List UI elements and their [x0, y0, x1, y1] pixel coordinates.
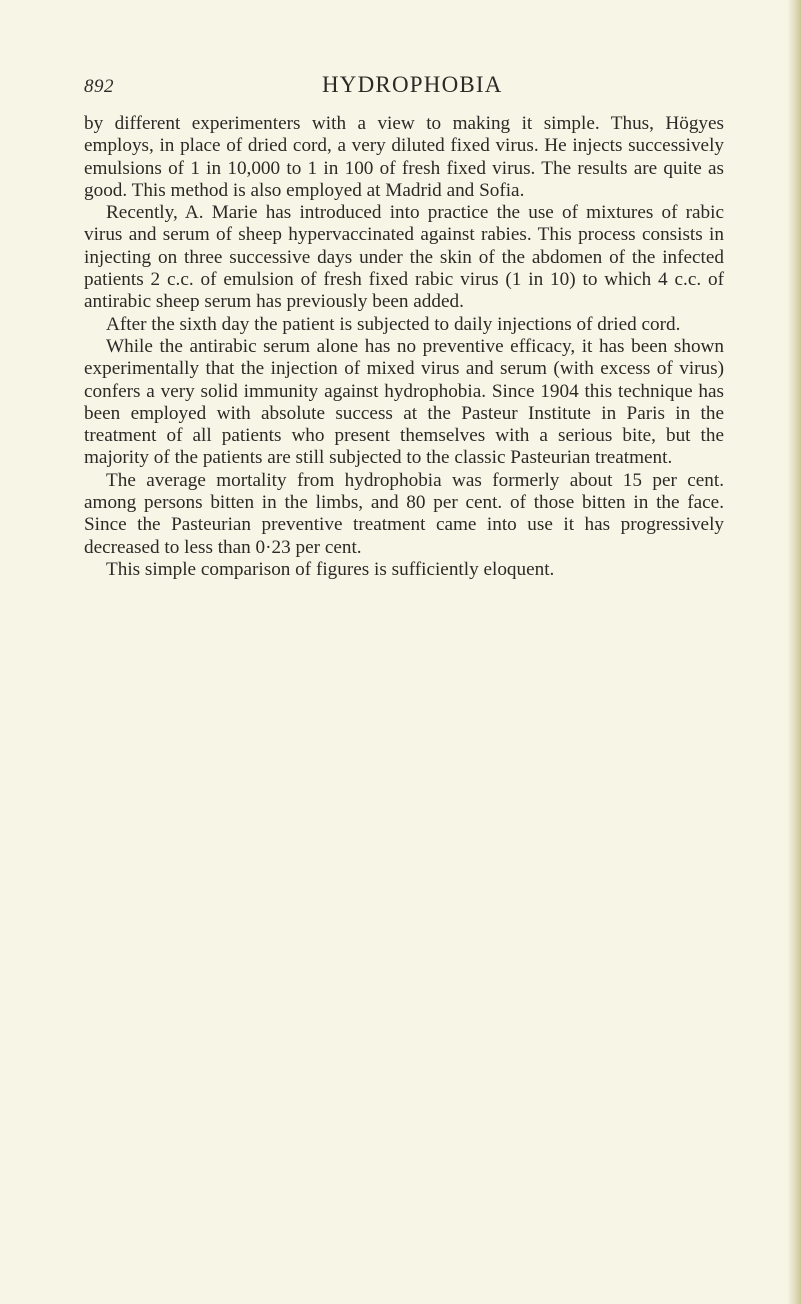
paragraph-mortality: The average mortality from hydrophobia was formerly about 15 per cent. among persons bitten in the limbs, and 80 per cent. of those bitten in the face. Since the Pasteurian preventive treatment came into use it has progressively decreased to less than 0·23 per cent. [84, 469, 724, 558]
paragraph-marie-method: Recently, A. Marie has introduced into practice the use of mixtures of rabic virus and serum of sheep hypervaccinated against rabies. This process consists in injecting on three successive days under the skin of the abdomen of the infected patients 2 c.c. of emulsion of fresh fixed rabic virus (1 in 10) to which 4 c.c. of antirabic sheep serum has previously been added. [84, 202, 724, 313]
paragraph-serum-efficacy: While the antirabic serum alone has no preventive efficacy, it has been shown experimentally that the injection of mixed virus and serum (with excess of virus) confers a very solid immunity against hydrophobia. Since 1904 this technique has been employed with absolute success at the Pasteur Institute in Paris in the treatment of all patients who present themselves with a serious bite, but the majority of the patients are still subjected to the classic Pasteurian treatment. [84, 335, 724, 469]
page-header [84, 72, 724, 106]
paragraph-dried-cord: After the sixth day the patient is subjected to daily injections of dried cord. [106, 313, 681, 335]
paragraph-continued: by different experimenters with a view to making it simple. Thus, Högyes employs, in place of dried cord, a very diluted fixed virus. He injects successively emulsions of 1 in 10,000 to 1 in 100 of fresh fixed virus. The results are quite as good. This method is also employed at Madrid and Sofia. [84, 113, 724, 201]
body-text [84, 113, 724, 581]
running-title: HYDROPHOBIA [322, 72, 503, 97]
paragraph-conclusion: This simple comparison of figures is sufficiently eloquent. [106, 558, 555, 580]
page-edge-shadow [787, 0, 801, 1304]
page-number: 892 [84, 76, 114, 97]
